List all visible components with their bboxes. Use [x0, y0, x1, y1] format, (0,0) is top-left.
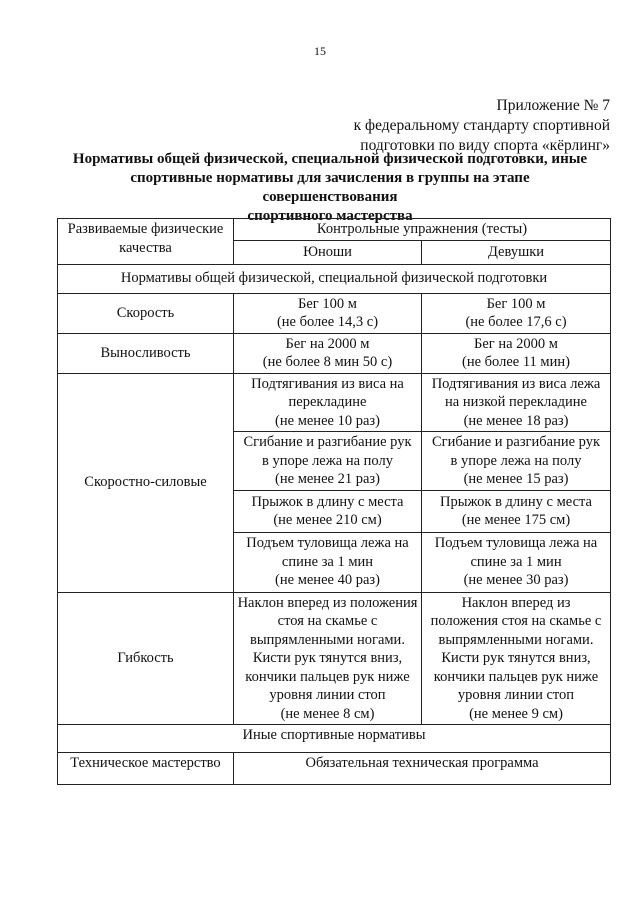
- speed-strength-boys-4: Подъем туловища лежа на спине за 1 мин (не менее 40 раз): [234, 532, 422, 592]
- header-tests: Контрольные упражнения (тесты): [234, 219, 611, 241]
- header-boys: Юноши: [234, 240, 422, 264]
- norms-table: [57, 218, 611, 785]
- speed-strength-boys-3: Прыжок в длину с места (не менее 210 см): [234, 490, 422, 532]
- speed-strength-boys-2: Сгибание и разгибание рук в упоре лежа на полу (не менее 21 раз): [234, 432, 422, 491]
- flexibility-girls: Наклон вперед из положения стоя на скамье с выпрямленными ногами. Кисти рук тянутся вниз, кончики пальцев рук ниже уровня линии стоп (не менее 9 см): [422, 592, 611, 725]
- quality-speed: Скорость: [58, 293, 234, 333]
- appendix-line-1: Приложение № 7: [496, 97, 610, 114]
- appendix-header: [354, 96, 610, 156]
- quality-technical: Техническое мастерство: [58, 753, 234, 785]
- quality-speed-strength: Скоростно-силовые: [58, 373, 234, 592]
- appendix-line-3: подготовки по виду спорта «кёрлинг»: [360, 137, 610, 154]
- title-line-1: Нормативы общей физической, специальной физической подготовки, иные: [72, 151, 588, 167]
- header-girls: Девушки: [422, 240, 611, 264]
- section-general-norms: Нормативы общей физической, специальной физической подготовки: [58, 264, 611, 293]
- endurance-boys: Бег на 2000 м (не более 8 мин 50 с): [234, 333, 422, 373]
- technical-program: Обязательная техническая программа: [234, 753, 611, 785]
- section-other-norms: Иные спортивные нормативы: [58, 725, 611, 753]
- endurance-girls: Бег на 2000 м (не более 11 мин): [422, 333, 611, 373]
- quality-endurance: Выносливость: [58, 333, 234, 373]
- speed-strength-girls-3: Прыжок в длину с места (не менее 175 см): [422, 490, 611, 532]
- speed-strength-boys-1: Подтягивания из виса на перекладине (не менее 10 раз): [234, 373, 422, 432]
- quality-flexibility: Гибкость: [58, 592, 234, 725]
- page-number: 15: [314, 44, 326, 58]
- speed-strength-girls-2: Сгибание и разгибание рук в упоре лежа на полу (не менее 15 раз): [422, 432, 611, 491]
- title-line-2: спортивные нормативы для зачисления в группы на этапе совершенствования: [130, 170, 530, 205]
- header-quality: Развиваемые физические качества: [58, 219, 234, 265]
- speed-strength-girls-4: Подъем туловища лежа на спине за 1 мин (не менее 30 раз): [422, 532, 611, 592]
- appendix-line-2: к федеральному стандарту спортивной: [353, 117, 610, 134]
- speed-girls: Бег 100 м (не более 17,6 с): [422, 293, 611, 333]
- document-title: [70, 150, 590, 226]
- flexibility-boys: Наклон вперед из положения стоя на скамье с выпрямленными ногами. Кисти рук тянутся вниз, кончики пальцев рук ниже уровня линии стоп (не менее 8 см): [234, 592, 422, 725]
- speed-boys: Бег 100 м (не более 14,3 с): [234, 293, 422, 333]
- speed-strength-girls-1: Подтягивания из виса лежа на низкой перекладине (не менее 18 раз): [422, 373, 611, 432]
- title-line-3: спортивного мастерства: [247, 208, 413, 224]
